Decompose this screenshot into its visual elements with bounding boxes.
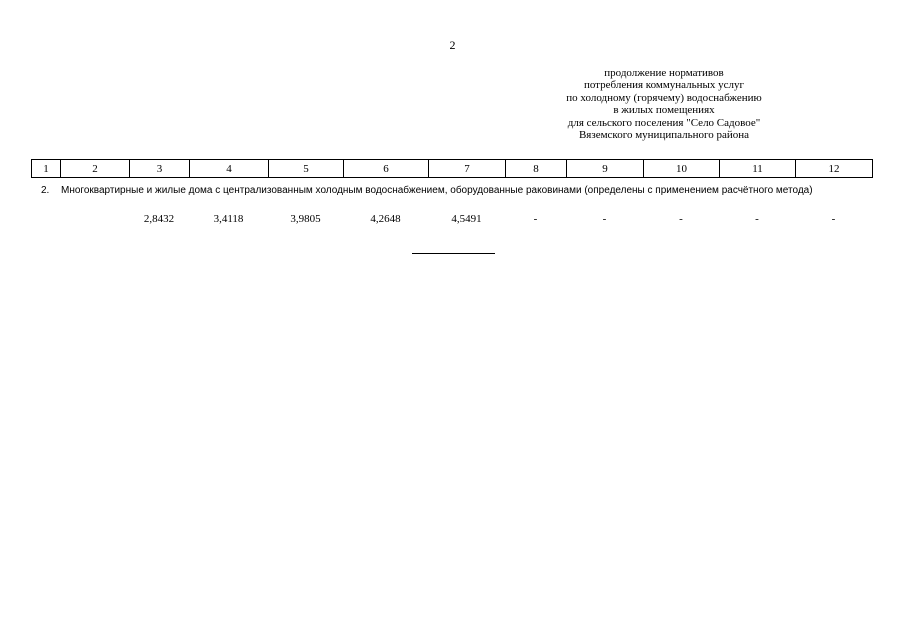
value-cell: - <box>602 213 607 225</box>
column-number-row <box>32 160 873 178</box>
heading-line-2: потребления коммунальных услуг <box>583 79 745 92</box>
column-number-cell: 4 <box>190 160 269 178</box>
value-cell: - <box>679 213 683 225</box>
column-number-cell: 5 <box>269 160 344 178</box>
heading-block <box>456 67 872 141</box>
value-cell: - <box>533 213 538 225</box>
column-number-cell: 12 <box>796 160 873 178</box>
heading-line-3: по холодному (горячему) водоснабжению <box>566 91 762 104</box>
value-cell: - <box>755 213 759 225</box>
column-number-table <box>31 159 873 178</box>
column-number-cell: 2 <box>61 160 130 178</box>
value-cell: - <box>831 213 836 225</box>
heading-line-5: для сельского поселения "Село Садовое" <box>567 116 761 129</box>
heading-line-6: Вяземского муниципального района <box>578 129 750 142</box>
column-number-cell: 10 <box>644 160 720 178</box>
column-number-cell: 6 <box>344 160 429 178</box>
column-number-cell: 1 <box>32 160 61 178</box>
column-number-cell: 9 <box>567 160 644 178</box>
heading-line-1: продолжение нормативов <box>604 67 724 79</box>
column-number-cell: 3 <box>130 160 190 178</box>
norm-values-row <box>31 212 872 226</box>
column-number-cell: 8 <box>506 160 567 178</box>
column-number-cell: 7 <box>429 160 506 178</box>
heading-line-4: в жилых помещениях <box>613 104 715 117</box>
page-number: 2 <box>449 38 456 52</box>
value-cell: 4,2648 <box>370 213 401 225</box>
value-cell: 3,4118 <box>213 213 244 225</box>
row-description: Многоквартирные и жилые дома с централизованным холодным водоснабжением, оборудованные раковинами (определены с применением расчётного метода) <box>61 185 813 196</box>
row-index: 2. <box>41 185 50 196</box>
value-cell: 3,9805 <box>290 213 321 225</box>
value-cell: 2,8432 <box>143 213 175 225</box>
value-cell: 4,5491 <box>451 213 482 225</box>
column-number-cell: 11 <box>720 160 796 178</box>
end-divider <box>412 253 495 254</box>
